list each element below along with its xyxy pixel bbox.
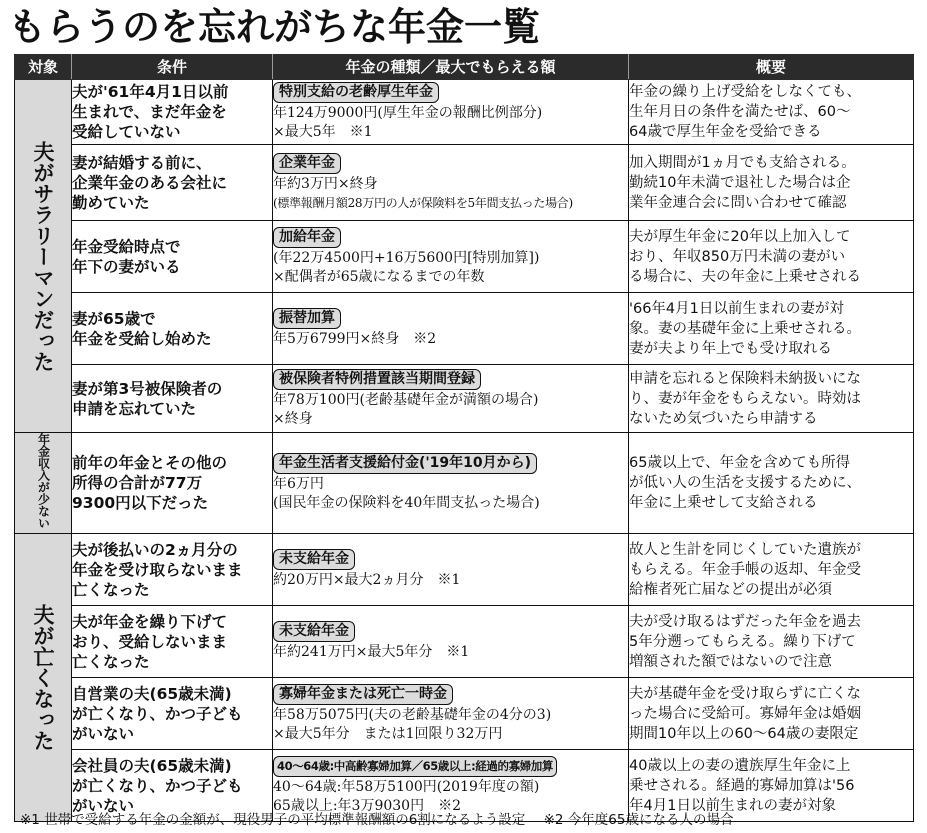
condition-cell xyxy=(72,221,273,293)
condition-cell xyxy=(72,433,273,534)
summary-line: り、妻が年金をもらえない。時効は xyxy=(629,390,861,407)
pension-cell xyxy=(273,221,629,293)
pension-cell xyxy=(273,534,629,606)
pension-amount: 約20万円×最大2ヵ月分 ※1 xyxy=(273,572,461,588)
summary-line: 妻が夫より年上でも受け取れる xyxy=(629,340,832,357)
condition-line: 所得の合計が77万 xyxy=(72,474,203,492)
table-row xyxy=(15,293,914,365)
footnotes xyxy=(20,808,747,828)
pension-type-badge: 加給年金 xyxy=(273,227,341,248)
header-condition: 条件 xyxy=(72,55,273,80)
summary-line: 65歳以上で、年金を含めても所得 xyxy=(629,455,851,471)
condition-line: 自営業の夫(65歳未満) xyxy=(72,684,232,703)
table-row xyxy=(15,221,914,293)
condition-line: 亡くなった xyxy=(72,580,150,599)
pension-type-badge: 寡婦年金または死亡一時金 xyxy=(273,684,453,705)
summary-cell xyxy=(629,80,914,145)
pension-amount: ×終身 xyxy=(273,410,313,427)
condition-cell xyxy=(72,534,273,606)
condition-line: 企業年金のある会社に xyxy=(72,173,228,192)
condition-line: 年金を受け取らないまま xyxy=(72,560,243,579)
condition-line: が亡くなり、かつ子ども xyxy=(72,776,243,795)
summary-line: 夫が厚生年金に20年以上加入して xyxy=(629,228,851,245)
summary-line: る場合に、夫の年金に上乗せされる xyxy=(629,268,861,285)
condition-line: が亡くなり、かつ子ども xyxy=(72,704,243,723)
condition-line: 生まれで、まだ年金を xyxy=(72,103,227,121)
pension-amount: (標準報酬月額28万円の人が保険料を5年間支払った場合) xyxy=(273,195,573,210)
summary-line: 夫が受け取るはずだった年金を過去 xyxy=(629,613,861,630)
header-row xyxy=(15,55,914,80)
table-row xyxy=(15,365,914,433)
pension-amount: ×最大5年分 または1回限り32万円 xyxy=(273,725,503,742)
footnote-2: ※2 今年度65歳になる人の場合 xyxy=(543,812,734,828)
condition-line: 年金を受給し始めた xyxy=(72,329,212,348)
summary-line: 夫が基礎年金を受け取らずに亡くな xyxy=(629,685,861,702)
pension-cell xyxy=(273,365,629,433)
summary-line: 申請を忘れると保険料未納扱いにな xyxy=(629,370,861,387)
category-label: 夫が亡くなった xyxy=(31,604,55,751)
pension-amount: ×配偶者が65歳になるまでの年数 xyxy=(273,268,485,285)
summary-line: が低い人の生活を支援するために、 xyxy=(629,475,861,491)
summary-cell xyxy=(629,678,914,750)
condition-line: 9300円以下だった xyxy=(72,494,209,512)
summary-line: もらえる。年金手帳の返却、年金受 xyxy=(629,561,861,578)
pension-amount: (国民年金の保険料を40年間支払った場合) xyxy=(273,495,540,511)
table-row xyxy=(15,534,914,606)
pension-table xyxy=(14,54,914,822)
condition-cell xyxy=(72,678,273,750)
condition-line: 夫が'61年4月1日以前 xyxy=(72,83,229,101)
summary-line: 給権者死亡届などの提出が必須 xyxy=(629,581,832,598)
pension-amount: 65歳以上:年3万9030円 ※2 xyxy=(273,797,461,814)
pension-amount: 40～64歳:年58万5100円(2019年度の額) xyxy=(273,778,540,795)
summary-line: 増額された額ではないので注意 xyxy=(629,653,832,670)
condition-line: 亡くなった xyxy=(72,652,150,671)
pension-amount: 年約3万円×終身 xyxy=(273,175,378,192)
pension-amount: 年78万100円(老齢基礎年金が満額の場合) xyxy=(273,391,539,408)
condition-line: 申請を忘れていた xyxy=(72,399,197,418)
summary-line: 期間10年以上の60～64歳の妻限定 xyxy=(629,725,859,742)
pension-cell xyxy=(273,293,629,365)
condition-line: 夫が後払いの2ヵ月分の xyxy=(72,540,238,559)
summary-line: 加入期間が1ヵ月でも支給される。 xyxy=(629,154,856,171)
footnote-1: ※1 世帯で受給する年金の金額が、現役男子の平均標準報酬額の6割になるよう設定 xyxy=(20,812,526,828)
summary-line: 40歳以上の妻の遺族厚生年金に上 xyxy=(629,757,851,774)
table-row xyxy=(15,606,914,678)
summary-line: 乗せされる。経過的寡婦加算は'56 xyxy=(629,777,855,794)
summary-line: 業年金連合会に問い合わせて確認 xyxy=(629,194,847,211)
summary-cell xyxy=(629,365,914,433)
header-target: 対象 xyxy=(15,55,72,80)
summary-line: った場合に受給可。寡婦年金は婚姻 xyxy=(629,705,861,722)
summary-cell xyxy=(629,145,914,221)
pension-amount: 年約241万円×最大5年分 ※1 xyxy=(273,644,470,660)
table-row xyxy=(15,433,914,534)
summary-cell xyxy=(629,293,914,365)
pension-type-badge: 40～64歳:中高齢寡婦加算／65歳以上:経過的寡婦加算 xyxy=(273,756,557,777)
pension-type-badge: 未支給年金 xyxy=(273,549,355,570)
pension-type-badge: 振替加算 xyxy=(273,308,341,329)
pension-amount: 年58万5075円(夫の老齢基礎年金の4分の3) xyxy=(273,706,552,723)
summary-line: ないため気づいたら申請する xyxy=(629,410,818,427)
summary-line: 勤続10年未満で退社した場合は企 xyxy=(629,174,851,191)
pension-type-badge: 特別支給の老齢厚生年金 xyxy=(273,82,439,103)
pension-amount: ×最大5年 ※1 xyxy=(273,124,373,140)
condition-line: 妻が65歳で xyxy=(72,309,156,328)
condition-cell xyxy=(72,606,273,678)
pension-amount: 年124万9000円(厚生年金の報酬比例部分) xyxy=(273,105,543,121)
pension-type-badge: 被保険者特例措置該当期間登録 xyxy=(273,369,481,390)
table-row xyxy=(15,145,914,221)
summary-line: 生年月日の条件を満たせば、60～ xyxy=(629,104,851,120)
pension-type-badge: 年金生活者支援給付金('19年10月から) xyxy=(273,453,537,474)
category-low-income xyxy=(15,433,72,534)
condition-line: 年金受給時点で xyxy=(72,237,181,256)
summary-line: 年4月1日以前生まれの妻が対象 xyxy=(629,797,836,814)
table-row xyxy=(15,80,914,145)
condition-line: がいない xyxy=(72,796,135,815)
pension-cell xyxy=(273,678,629,750)
pension-amount: 年6万円 xyxy=(273,476,324,492)
condition-line: おり、受給しないまま xyxy=(72,632,228,651)
condition-cell xyxy=(72,145,273,221)
pension-cell xyxy=(273,606,629,678)
pension-cell xyxy=(273,80,629,145)
summary-cell xyxy=(629,221,914,293)
summary-cell xyxy=(629,606,914,678)
pension-amount: (年22万4500円+16万5600円[特別加算]) xyxy=(273,249,540,266)
summary-cell xyxy=(629,534,914,606)
condition-line: がいない xyxy=(72,724,135,743)
pension-cell xyxy=(273,145,629,221)
category-salaryman xyxy=(15,80,72,433)
category-label: 年金収入が少ない xyxy=(36,433,51,529)
condition-line: 年下の妻がいる xyxy=(72,257,181,276)
pension-type-badge: 未支給年金 xyxy=(273,621,355,642)
summary-line: 象。妻の基礎年金に上乗せされる。 xyxy=(629,320,861,337)
condition-line: 勤めていた xyxy=(72,193,150,212)
condition-line: 前年の年金とその他の xyxy=(72,454,228,472)
pension-amount: 年5万6799円×終身 ※2 xyxy=(273,331,437,347)
header-pension-type: 年金の種類／最大でもらえる額 xyxy=(273,55,629,80)
condition-line: 妻が第3号被保険者の xyxy=(72,379,223,398)
table-row xyxy=(15,678,914,750)
summary-line: 故人と生計を同じくしていた遺族が xyxy=(629,541,861,558)
condition-line: 受給していない xyxy=(72,123,181,141)
header-summary: 概要 xyxy=(629,55,914,80)
condition-cell xyxy=(72,365,273,433)
condition-cell xyxy=(72,293,273,365)
category-label: 夫がサラリーマンだった xyxy=(31,140,55,372)
category-husband-died xyxy=(15,534,72,822)
condition-line: 会社員の夫(65歳未満) xyxy=(72,756,232,775)
summary-line: 年金の繰り上げ受給をしなくても、 xyxy=(629,84,861,100)
summary-cell xyxy=(629,433,914,534)
summary-line: '66年4月1日以前生まれの妻が対 xyxy=(629,300,844,317)
summary-line: おり、年収850万円未満の妻がい xyxy=(629,248,846,265)
pension-cell xyxy=(273,433,629,534)
summary-line: 64歳で厚生年金を受給できる xyxy=(629,124,822,140)
condition-cell xyxy=(72,80,273,145)
summary-line: 年金に上乗せして支給される xyxy=(629,495,818,511)
pension-type-badge: 企業年金 xyxy=(273,153,341,174)
page-title: もらうのを忘れがちな年金一覧 xyxy=(8,5,541,49)
summary-line: 5年分遡ってもらえる。繰り下げて xyxy=(629,633,856,650)
condition-line: 妻が結婚する前に、 xyxy=(72,153,212,172)
condition-line: 夫が年金を繰り下げて xyxy=(72,612,228,631)
